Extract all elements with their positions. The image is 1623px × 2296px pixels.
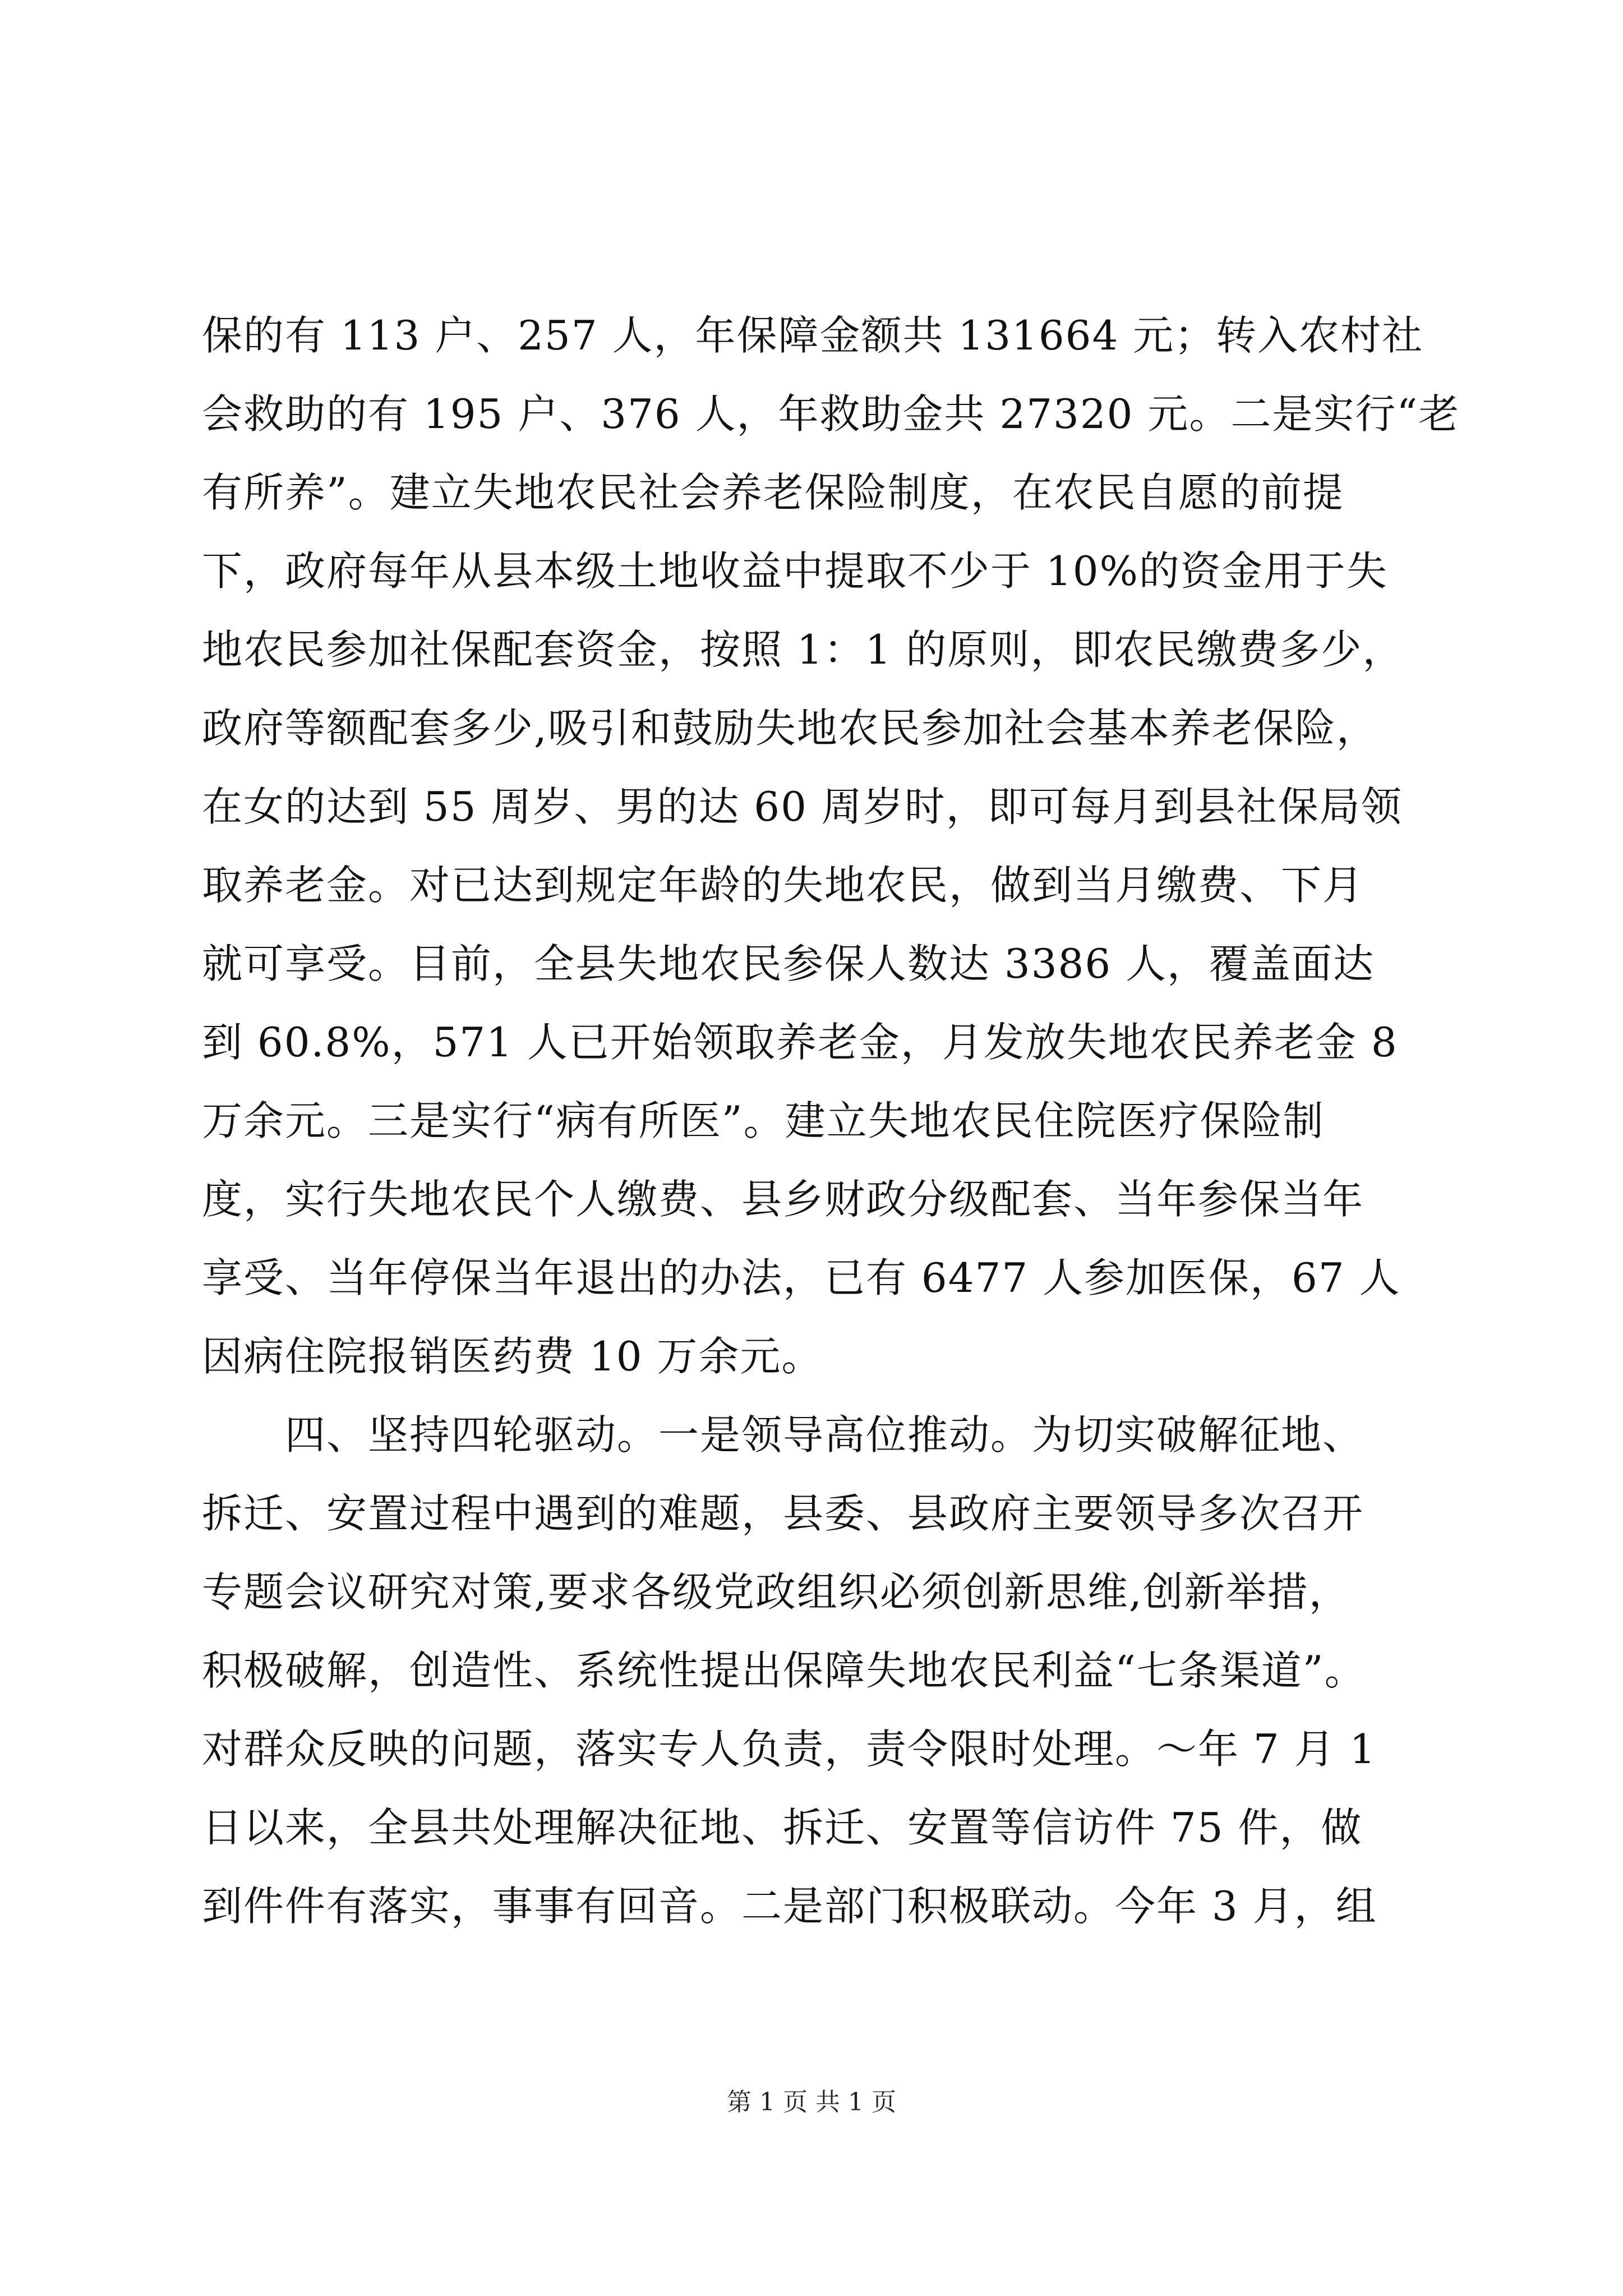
text-line: 到件件有落实，事事有回音。二是部门积极联动。今年 3 月，组 xyxy=(202,1883,1377,1930)
text-line: 地农民参加社保配套资金，按照 1：1 的原则，即农民缴费多少， xyxy=(202,626,1404,673)
text-line: 会救助的有 195 户、376 人，年救助金共 27320 元。二是实行“老 xyxy=(202,390,1460,438)
text-line: 度，实行失地农民个人缴费、县乡财政分级配套、当年参保当年 xyxy=(202,1176,1364,1223)
text-line: 保的有 113 户、257 人，年保障金额共 131664 元；转入农村社 xyxy=(202,312,1424,359)
text-line: 有所养”。建立失地农民社会养老保险制度，在农民自愿的前提 xyxy=(202,469,1344,516)
text-line: 就可享受。目前，全县失地农民参保人数达 3386 人，覆盖面达 xyxy=(202,940,1375,987)
text-line: 专题会议研究对策,要求各级党政组织必须创新思维,创新举措， xyxy=(202,1568,1350,1616)
text-line: 积极破解，创造性、系统性提出保障失地农民利益“七条渠道”。 xyxy=(202,1647,1366,1694)
text-line: 取养老金。对已达到规定年龄的失地农民，做到当月缴费、下月 xyxy=(202,862,1364,909)
text-line: 享受、当年停保当年退出的办法，已有 6477 人参加医保，67 人 xyxy=(202,1254,1401,1301)
text-line: 到 60.8%，571 人已开始领取养老金，月发放失地农民养老金 8 xyxy=(202,1019,1398,1066)
text-line: 下，政府每年从县本级土地收益中提取不少于 10%的资金用于失 xyxy=(202,547,1388,595)
text-line: 万余元。三是实行“病有所医”。建立失地农民住院医疗保险制 xyxy=(202,1097,1325,1144)
text-line: 日以来，全县共处理解决征地、拆迁、安置等信访件 75 件，做 xyxy=(202,1804,1363,1851)
text-line: 政府等额配套多少,吸引和鼓励失地农民参加社会基本养老保险， xyxy=(202,705,1378,752)
text-line: 拆迁、安置过程中遇到的难题，县委、县政府主要领导多次召开 xyxy=(202,1490,1364,1537)
page-number-footer: 第 1 页 共 1 页 xyxy=(727,2088,896,2116)
text-line: 在女的达到 55 周岁、男的达 60 周岁时，即可每月到县社保局领 xyxy=(202,783,1403,830)
text-line: 因病住院报销医药费 10 万余元。 xyxy=(202,1333,823,1380)
paragraph-start-line: 四、坚持四轮驱动。一是领导高位推动。为切实破解征地、 xyxy=(202,1411,1364,1458)
text-line: 对群众反映的问题，落实专人负责，责令限时处理。～年 7 月 1 xyxy=(202,1726,1377,1773)
